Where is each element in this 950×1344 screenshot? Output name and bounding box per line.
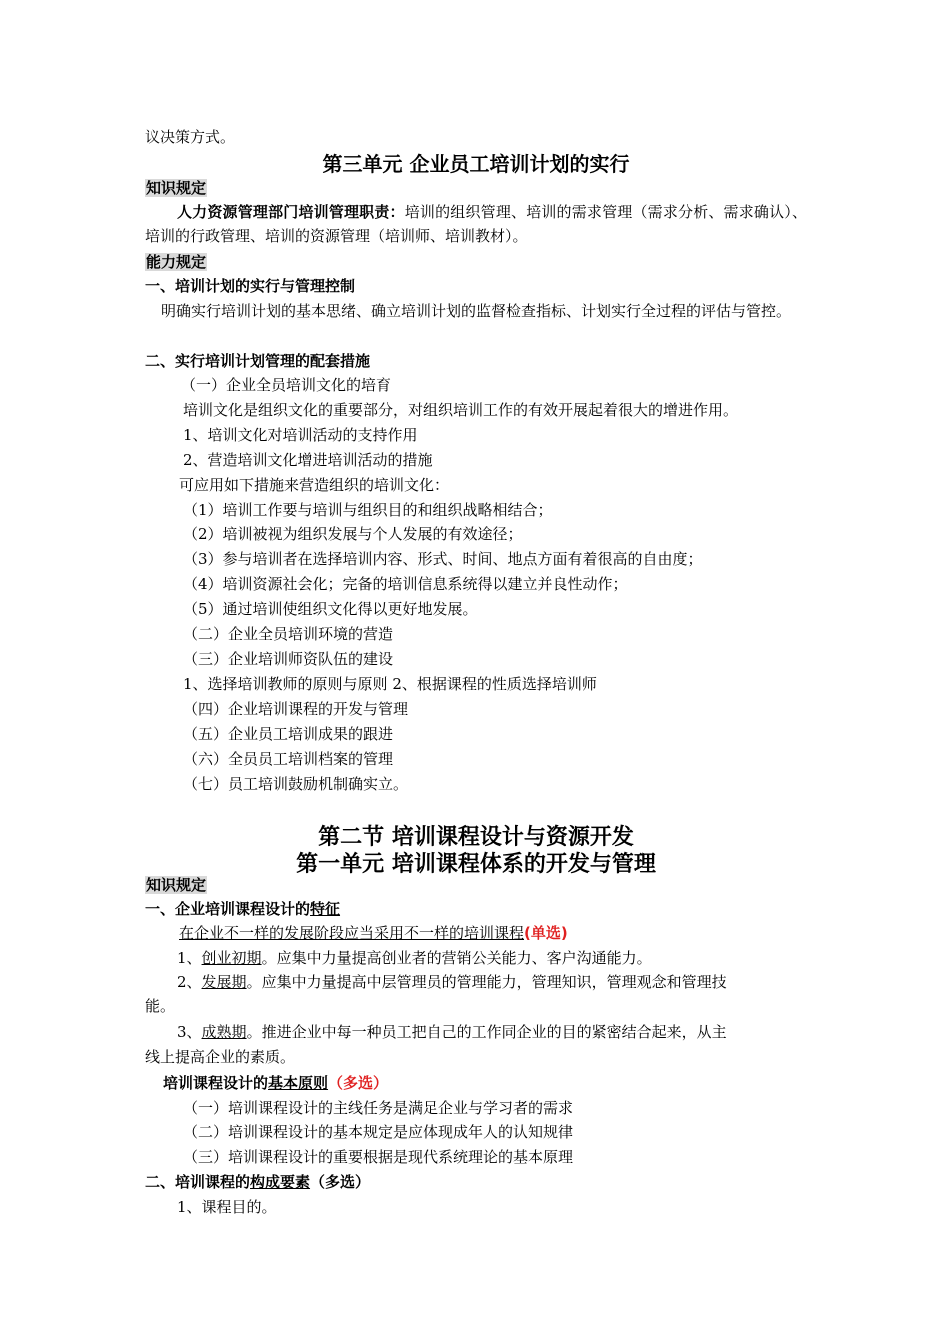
stage-3-cont: 线上提高企业的素质。 [145,1048,296,1066]
intro-tail-text: 议决策方式。 [145,128,236,146]
list-item: （1）培训工作要与培训与组织目的和组织战略相结合； [183,501,553,519]
list-item: 可应用如下措施来营造组织的培训文化： [179,476,450,494]
duty-label: 人力资源管理部门培训管理职责： [177,203,405,221]
principle-item: （二）培训课程设计的基本规定是应体现成年人的认知规律 [183,1123,574,1141]
s2-sec1-title: 一、企业培训课程设计的特征 [145,900,341,918]
list-item: 培训文化是组织文化的重要部分，对组织培训工作的有效开展起着很大的增进作用。 [183,401,739,419]
list-item: （5）通过培训使组织文化得以更好地发展。 [183,600,478,618]
list-item: 1、培训文化对培训活动的支持作用 [183,426,418,444]
sec2-title: 二、实行培训计划管理的配套措施 [145,352,371,370]
list-item: 1、选择培训教师的原则与原则 2、根据课程的性质选择培训师 [183,675,597,693]
stage-3: 3、成熟期。推进企业中每一种员工把自己的工作同企业的目的紧密结合起来，从主 [177,1023,727,1041]
list-item: （四）企业培训课程的开发与管理 [183,700,409,718]
list-item: （五）企业员工培训成果的跟进 [183,725,394,743]
list-item: （一）企业全员培训文化的培育 [181,376,392,394]
list-item: （二）企业全员培训环境的营造 [183,625,394,643]
list-item: （七）员工培训鼓励机制确实立。 [183,775,409,793]
list-item: （2）培训被视为组织发展与个人发展的有效途径； [183,525,523,543]
list-item: （六）全员员工培训档案的管理 [183,750,394,768]
ability-label: 能力规定 [146,253,207,271]
s2-sec2-title: 二、培训课程的构成要素（多选） [145,1173,371,1191]
list-item: （三）企业培训师资队伍的建设 [183,650,394,668]
knowledge-label-2: 知识规定 [146,876,207,894]
stage-2: 2、发展期。应集中力量提高中层管理员的管理能力，管理知识，管理观念和管理技 [177,973,727,991]
unit3-title: 第三单元 企业员工培训计划的实行 [322,152,630,176]
single-choice-tag: (单选) [524,924,568,942]
sec1-title: 一、培训计划的实行与管理控制 [145,277,356,295]
principle-item: （三）培训课程设计的重要根据是现代系统理论的基本原理 [183,1148,574,1166]
multi-choice-tag: （多选） [328,1074,389,1092]
knowledge-label: 知识规定 [146,179,207,197]
course-element-item: 1、课程目的。 [177,1198,277,1216]
duty-text: 培训的组织管理、培训的需求管理（需求分析、需求确认）、培训的行政管理、培训的资源管理（培训师、培训教材）。 [145,203,807,245]
unit1-title: 第一单元 培训课程体系的开发与管理 [296,852,656,877]
duty-paragraph [145,200,807,248]
principle-title: 培训课程设计的基本原则（多选） [163,1074,389,1092]
section2-title: 第二节 培训课程设计与资源开发 [318,825,634,850]
list-item: 2、营造培训文化增进培训活动的措施 [183,451,433,469]
principle-item: （一）培训课程设计的主线任务是满足企业与学习者的需求 [183,1099,574,1117]
stage-1: 1、创业初期。应集中力量提高创业者的营销公关能力、客户沟通能力。 [177,949,652,967]
list-item: （4）培训资源社会化；完备的培训信息系统得以建立并良性动作； [183,575,628,593]
stage-2-cont: 能。 [145,997,176,1015]
sec1-text: 明确实行培训计划的基本思绪、确立培训计划的监督检查指标、计划实行全过程的评估与管控。 [161,302,792,320]
list-item: （3）参与培训者在选择培训内容、形式、时间、地点方面有着很高的自由度； [183,550,703,568]
s2-sec1-sub: 在企业不一样的发展阶段应当采用不一样的培训课程(单选) [179,924,568,942]
